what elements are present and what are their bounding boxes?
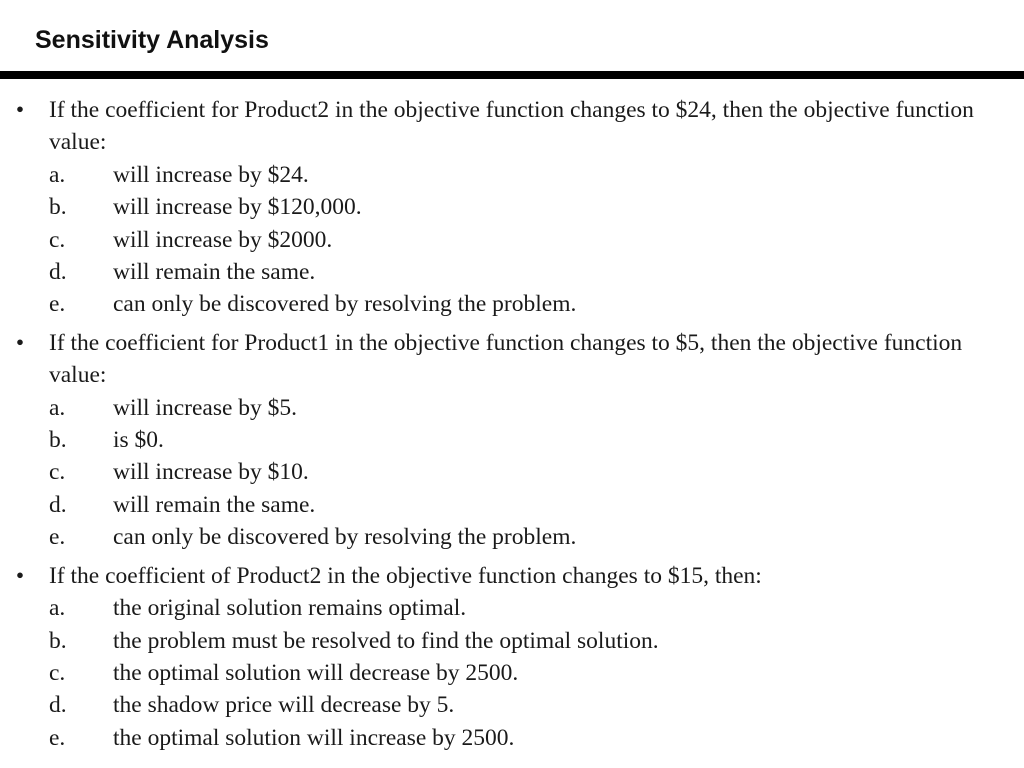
option-text: will remain the same. bbox=[113, 491, 316, 518]
question-3 bbox=[0, 560, 1024, 754]
option-text: will remain the same. bbox=[113, 259, 316, 286]
answer-option-d bbox=[49, 689, 1010, 721]
option-text: will increase by $2000. bbox=[113, 226, 333, 253]
answer-option-a bbox=[49, 392, 1010, 424]
option-letter: d. bbox=[49, 259, 67, 286]
title-divider bbox=[0, 71, 1024, 79]
option-text: is $0. bbox=[113, 427, 164, 454]
option-text: can only be discovered by resolving the problem. bbox=[113, 291, 577, 318]
option-text: the shadow price will decrease by 5. bbox=[113, 692, 455, 719]
answer-option-b bbox=[49, 424, 1010, 456]
option-letter: e. bbox=[49, 724, 66, 751]
question-stem: If the coefficient of Product2 in the objective function changes to $15, then: bbox=[49, 562, 762, 589]
option-text: will increase by $24. bbox=[113, 161, 309, 188]
bullet-point: • bbox=[15, 97, 25, 123]
answer-option-e bbox=[49, 722, 1010, 754]
answer-option-c bbox=[49, 657, 1010, 689]
question-stem: If the coefficient for Product1 in the objective function changes to $5, then the objective function value: bbox=[49, 329, 963, 389]
answer-option-a bbox=[49, 159, 1010, 191]
answer-option-e bbox=[49, 288, 1010, 320]
option-letter: a. bbox=[49, 161, 66, 188]
option-letter: e. bbox=[49, 524, 66, 551]
answer-option-c bbox=[49, 224, 1010, 256]
answer-options bbox=[49, 392, 1010, 554]
option-text: the optimal solution will increase by 2500. bbox=[113, 724, 515, 751]
question-stem: If the coefficient for Product2 in the objective function changes to $24, then the objective function value: bbox=[49, 97, 974, 156]
option-text: the problem must be resolved to find the optimal solution. bbox=[113, 627, 659, 654]
option-letter: a. bbox=[49, 595, 66, 622]
option-text: will increase by $5. bbox=[113, 394, 298, 421]
option-text: the optimal solution will decrease by 2500. bbox=[113, 659, 519, 686]
option-letter: c. bbox=[49, 226, 66, 253]
option-letter: d. bbox=[49, 692, 67, 719]
answer-option-a bbox=[49, 592, 1010, 624]
answer-options bbox=[49, 159, 1010, 321]
bullet-point: • bbox=[15, 562, 25, 589]
answer-option-b bbox=[49, 625, 1010, 657]
option-letter: d. bbox=[49, 491, 67, 518]
answer-option-e bbox=[49, 521, 1010, 553]
option-text: the original solution remains optimal. bbox=[113, 595, 467, 622]
answer-option-b bbox=[49, 191, 1010, 223]
option-letter: a. bbox=[49, 394, 66, 421]
answer-options bbox=[49, 592, 1010, 754]
option-letter: c. bbox=[49, 459, 66, 486]
question-1 bbox=[0, 94, 1024, 321]
option-letter: b. bbox=[49, 194, 67, 221]
option-text: can only be discovered by resolving the problem. bbox=[113, 524, 577, 551]
answer-option-d bbox=[49, 256, 1010, 288]
question-2 bbox=[0, 327, 1024, 554]
slide-title: Sensitivity Analysis bbox=[35, 26, 269, 54]
option-text: will increase by $120,000. bbox=[113, 194, 362, 221]
question-list bbox=[0, 94, 1024, 760]
option-letter: c. bbox=[49, 659, 66, 686]
option-text: will increase by $10. bbox=[113, 459, 309, 486]
option-letter: b. bbox=[49, 427, 67, 454]
bullet-point: • bbox=[15, 329, 25, 356]
option-letter: b. bbox=[49, 627, 67, 654]
answer-option-c bbox=[49, 456, 1010, 488]
answer-option-d bbox=[49, 489, 1010, 521]
option-letter: e. bbox=[49, 291, 66, 318]
